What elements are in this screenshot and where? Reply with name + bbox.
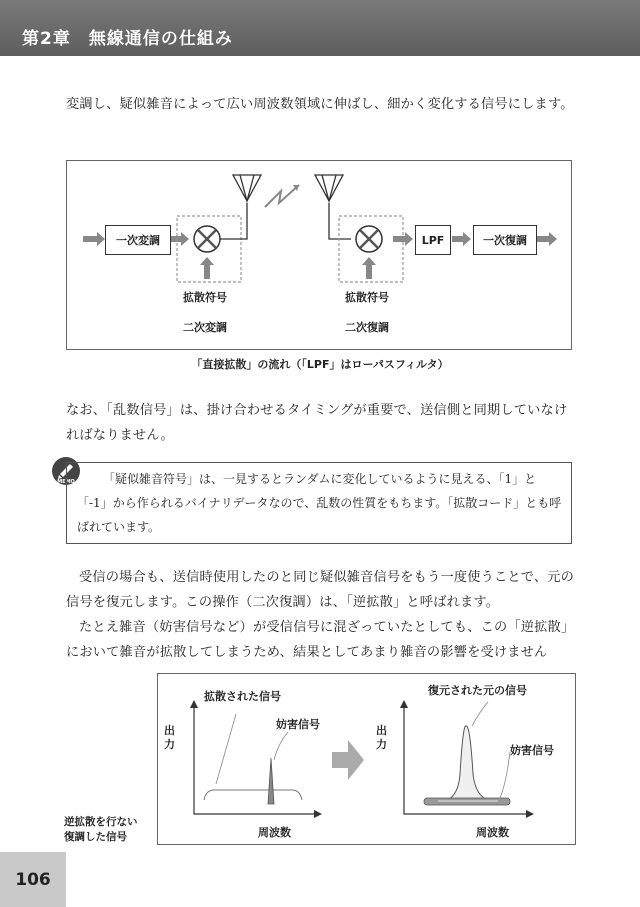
spread-code-label-2: 拡散符号 bbox=[345, 291, 389, 304]
primary-demodulation-block: 一次復調 bbox=[473, 225, 537, 255]
memo-icon-label: MEMO bbox=[57, 479, 75, 485]
side-note-line-2: 復調した信号 bbox=[64, 831, 127, 843]
paragraph-4: たとえ雑音（妨害信号など）が受信信号に混ざっていたとしても、この「逆拡散」において雑音が拡散してしまうため、結果としてあまり雑音の影響を受けません bbox=[66, 620, 575, 660]
memo-box bbox=[66, 462, 572, 544]
diagram-lines bbox=[67, 161, 573, 351]
right-x-axis-label: 周波数 bbox=[476, 826, 509, 839]
left-y-axis-label: 出力 bbox=[164, 724, 175, 751]
right-interference-label: 妨害信号 bbox=[510, 744, 554, 757]
restored-signal-label: 復元された元の信号 bbox=[428, 684, 527, 697]
secondary-demodulation-label: 二次復調 bbox=[345, 321, 389, 334]
paragraph-1: 変調し、疑似雑音によって広い周波数領域に伸ばし、細かく変化する信号にします。 bbox=[66, 97, 574, 112]
memo-text: 「疑似雑音符号」は、一見するとランダムに変化しているように見える、「1」と「-1」から作られるバイナリデータなので、乱数の性質をもちます。「拡散コード」とも呼ばれています。 bbox=[77, 472, 562, 534]
side-note-line-1: 逆拡散を行ない bbox=[64, 816, 138, 828]
secondary-modulation-label: 二次変調 bbox=[183, 321, 227, 334]
spread-code-label-1: 拡散符号 bbox=[183, 291, 227, 304]
primary-modulation-block: 一次変調 bbox=[105, 225, 171, 255]
left-interference-label: 妨害信号 bbox=[276, 718, 320, 731]
diagram-caption: 「直接拡散」の流れ（「LPF」はローパスフィルタ） bbox=[191, 358, 449, 371]
right-y-axis-label: 出力 bbox=[376, 724, 387, 751]
lpf-block: LPF bbox=[415, 225, 451, 255]
spectrum-graph bbox=[157, 673, 576, 845]
chapter-title: 第2章 無線通信の仕組み bbox=[22, 29, 233, 49]
chapter-header bbox=[0, 0, 640, 56]
paragraph-2: なお、「乱数信号」は、掛け合わせるタイミングが重要で、送信側と同期していなければなりません。 bbox=[66, 403, 568, 443]
graph-side-note bbox=[64, 815, 138, 845]
page-number: 106 bbox=[0, 852, 66, 907]
spread-signal-label: 拡散された信号 bbox=[204, 690, 281, 703]
direct-spread-diagram bbox=[66, 160, 572, 350]
paragraph-3: 受信の場合も、送信時使用したのと同じ疑似雑音信号をもう一度使うことで、元の信号を復元します。この操作（二次復調）は、「逆拡散」と呼ばれます。 bbox=[66, 570, 575, 610]
left-x-axis-label: 周波数 bbox=[258, 826, 291, 839]
